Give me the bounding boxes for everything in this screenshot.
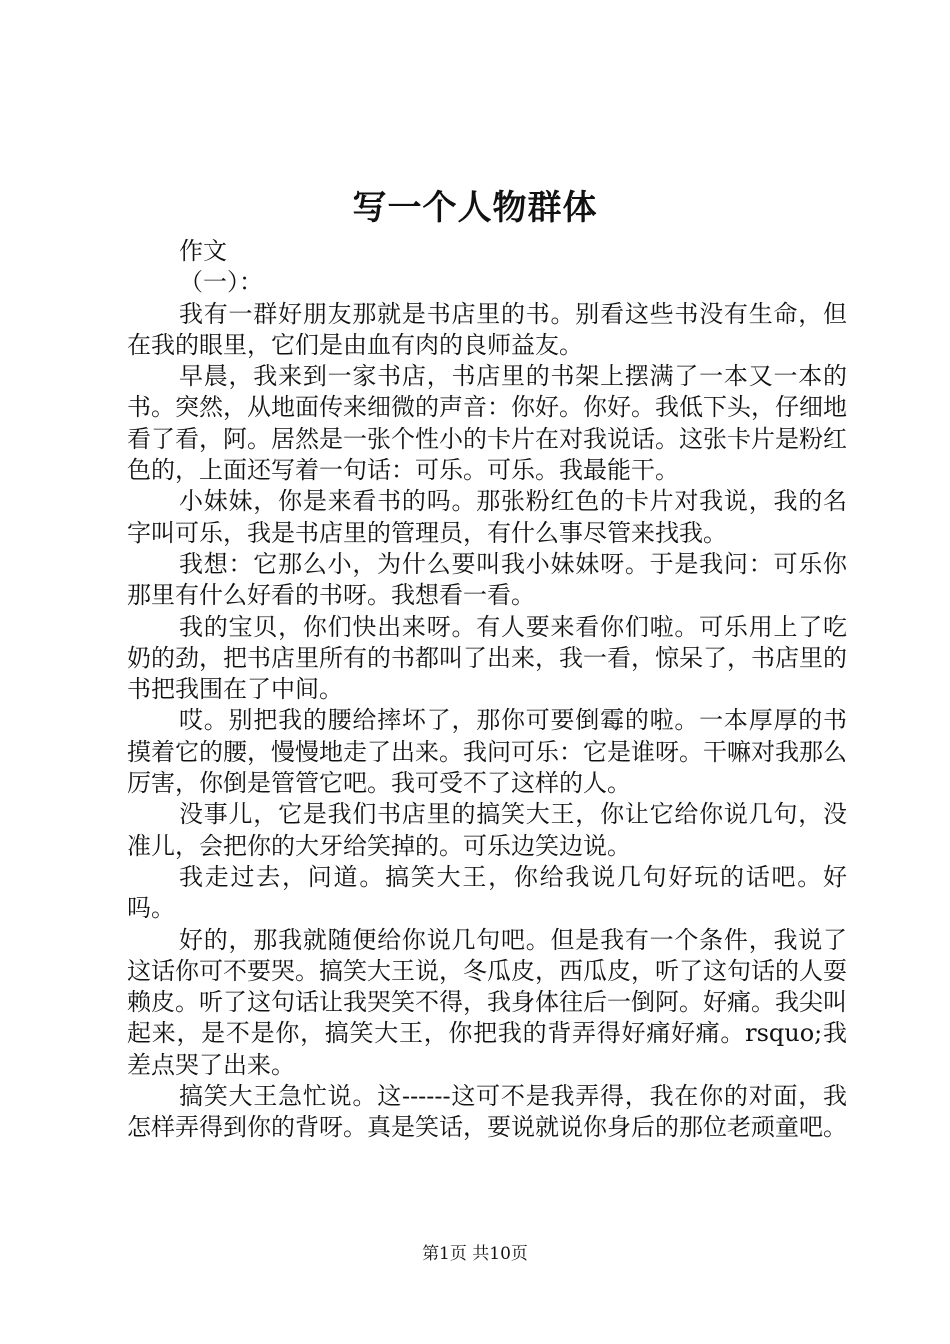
paragraph: 小妹妹，你是来看书的吗。那张粉红色的卡片对我说，我的名字叫可乐，我是书店里的管理员，有什么事尽管来找我。 [127,487,847,547]
paragraph: 我走过去，问道。搞笑大王，你给我说几句好玩的话吧。好吗。 [127,862,847,923]
paragraph: 我有一群好朋友那就是书店里的书。别看这些书没有生命，但在我的眼里，它们是由血有肉的良师益友。 [127,299,847,359]
paragraph: 哎。别把我的腰给摔坏了，那你可要倒霉的啦。一本厚厚的书摸着它的腰，慢慢地走了出来。我问可乐：它是谁呀。干嘛对我那么厉害，你倒是管管它吧。我可受不了这样的人。 [127,706,847,798]
paragraph: 好的，那我就随便给你说几句吧。但是我有一个条件，我说了这话你可不要哭。搞笑大王说，冬瓜皮，西瓜皮，听了这句话的人耍赖皮。听了这句话让我哭笑不得，我身体往后一倒阿。好痛。我尖叫起来，是不是你，搞笑大王，你把我的背弄得好痛好痛。rsquo;我差点哭了出来。 [127,925,847,1079]
paragraph-section-marker: （一）： [179,268,263,297]
paragraph: 我想：它那么小，为什么要叫我小妹妹呀。于是我问：可乐你那里有什么好看的书呀。我想看一看。 [127,549,847,610]
paragraph-label: 作文 [179,237,227,265]
page-footer: 第1页 共10页 [422,1244,528,1264]
paragraph: 搞笑大王急忙说。这------这可不是我弄得，我在你的对面，我怎样弄得到你的背呀。真是笑话，要说就说你身后的那位老顽童吧。 [127,1082,847,1142]
paragraph: 我的宝贝，你们快出来呀。有人要来看你们啦。可乐用上了吃奶的劲，把书店里所有的书都叫了出来，我一看，惊呆了，书店里的书把我围在了中间。 [127,612,847,704]
paragraph: 早晨，我来到一家书店，书店里的书架上摆满了一本又一本的书。突然，从地面传来细微的声音：你好。你好。我低下头，仔细地看了看，阿。居然是一张个性小的卡片在对我说话。这张卡片是粉红色的，上面还写着一句话：可乐。可乐。我最能干。 [127,362,847,485]
document-title: 写一个人物群体 [352,188,598,228]
paragraph: 没事儿，它是我们书店里的搞笑大王，你让它给你说几句，没准儿，会把你的大牙给笑掉的。可乐边笑边说。 [127,800,847,860]
document-body [127,236,847,1144]
